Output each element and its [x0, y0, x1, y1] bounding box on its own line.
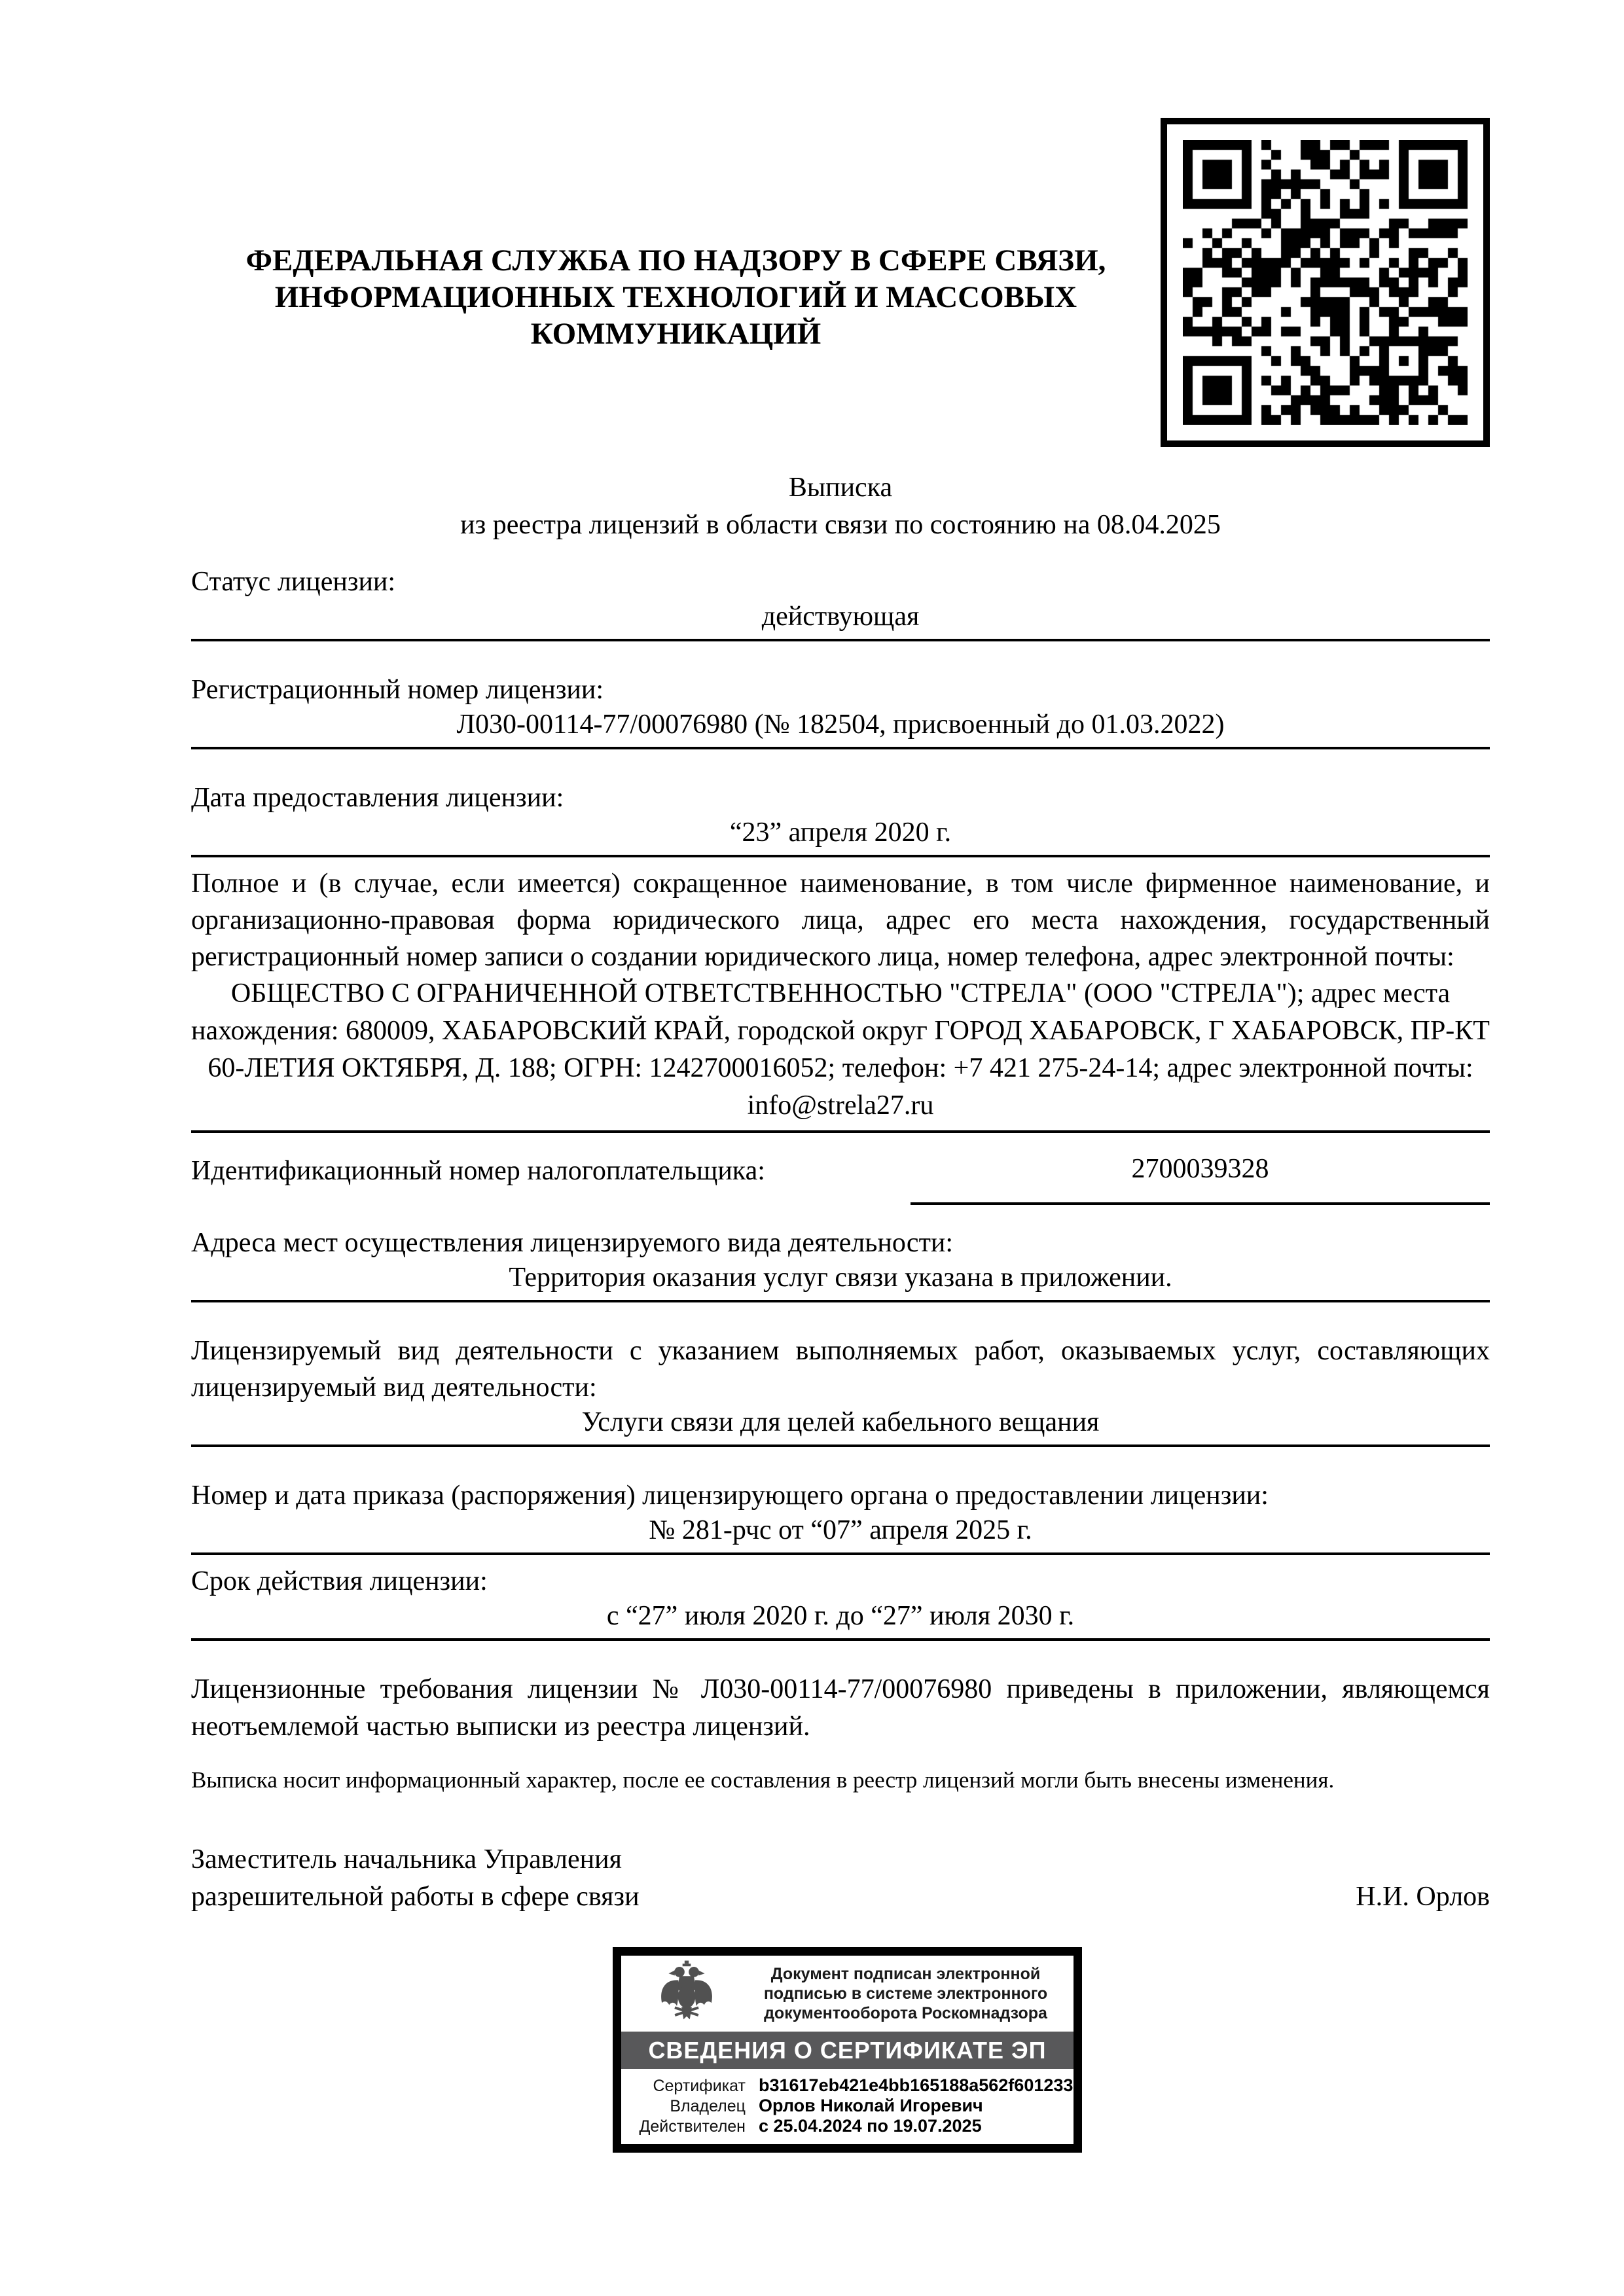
field-value: Услуги связи для целей кабельного вещания — [191, 1406, 1490, 1447]
signer-position: Заместитель начальника Управления разрешительной работы в сфере связи — [191, 1844, 640, 1912]
stamp-row-owner — [621, 2096, 1064, 2116]
field-label: Дата предоставления лицензии: — [191, 783, 564, 813]
field-value: “23” апреля 2020 г. — [191, 816, 1490, 857]
field-value: Л030-00114-77/00076980 (№ 182504, присвоенный до 01.03.2022) — [191, 708, 1490, 749]
field-label: Полное и (в случае, если имеется) сокращенное наименование, в том числе фирменное наименование, и организационно-правовая форма юридического лица, адрес его места нахождения, государственный регистрационный номер записи о создании юридического лица, номер телефона, адрес электронной почты: — [191, 869, 1490, 972]
field-value: действующая — [191, 600, 1490, 641]
signature-block — [191, 1841, 1490, 1916]
agency-title-line: ФЕДЕРАЛЬНАЯ СЛУЖБА ПО НАДЗОРУ В СФЕРЕ СВЯЗИ, — [245, 243, 1106, 278]
stamp-row-label: Владелец — [670, 2097, 746, 2115]
field-license-status — [191, 564, 1490, 641]
agency-title-line: ИНФОРМАЦИОННЫХ ТЕХНОЛОГИЙ И МАССОВЫХ — [274, 280, 1077, 314]
esignature-stamp — [613, 1947, 1082, 2153]
stamp-row-certificate — [621, 2075, 1074, 2096]
field-label: Адреса мест осуществления лицензируемого вида деятельности: — [191, 1228, 954, 1258]
stamp-row-value: b31617eb421e4bb165188a562f601233 — [759, 2075, 1074, 2095]
agency-title-line: КОММУНИКАЦИЙ — [530, 317, 821, 351]
stamp-rows — [621, 2069, 1074, 2144]
qr-code-icon — [1183, 140, 1468, 425]
field-value: с “27” июля 2020 г. до “27” июля 2030 г. — [191, 1600, 1490, 1641]
field-taxpayer-id — [191, 1153, 1490, 1205]
signer-name: Н.И. Орлов — [1356, 1882, 1490, 1912]
field-label: Лицензируемый вид деятельности с указанием выполняемых работ, оказываемых услуг, составляющих лицензируемый вид деятельности: — [191, 1336, 1490, 1403]
field-value: 2700039328 — [911, 1153, 1490, 1205]
note-disclaimer: Выписка носит информационный характер, после ее составления в реестр лицензий могли быть внесены изменения. — [191, 1767, 1335, 1793]
header — [191, 118, 1490, 447]
stamp-band-title: СВЕДЕНИЯ О СЕРТИФИКАТЕ ЭП — [621, 2032, 1074, 2069]
field-order-number-date — [191, 1477, 1490, 1555]
stamp-top — [621, 1956, 1074, 2032]
field-activity-addresses — [191, 1225, 1490, 1302]
field-registration-number — [191, 672, 1490, 749]
field-grant-date — [191, 780, 1490, 857]
field-label: Идентификационный номер налогоплательщика: — [191, 1156, 765, 1186]
field-value: Территория оказания услуг связи указана в приложении. — [191, 1261, 1490, 1302]
agency-title — [191, 118, 1161, 352]
field-value: ОБЩЕСТВО С ОГРАНИЧЕННОЙ ОТВЕТСТВЕННОСТЬЮ "СТРЕЛА" (ООО "СТРЕЛА"); адрес места нахождения: 680009, ХАБАРОВСКИЙ КРАЙ, городской округ ГОРОД ХАБАРОВСК, Г ХАБАРОВСК, ПР-КТ 60-ЛЕТИЯ ОКТЯБРЯ, Д. 188; ОГРН: 1242700016052; телефон: +7 421 275-24-14; адрес электронной почты: info@strela27.ru — [191, 975, 1490, 1133]
field-label: Номер и дата приказа (распоряжения) лицензирующего органа о предоставлении лицензии: — [191, 1480, 1269, 1511]
field-label: Срок действия лицензии: — [191, 1566, 488, 1596]
stamp-row-label: Сертификат — [653, 2077, 746, 2095]
note-license-requirements: Лицензионные требования лицензии № Л030-00114-77/00076980 приведены в приложении, являющемся неотъемлемой частью выписки из реестра лицензий. — [191, 1674, 1490, 1742]
field-licensed-activity — [191, 1333, 1490, 1447]
field-licensee-info — [191, 865, 1490, 1133]
stamp-row-value: с 25.04.2024 по 19.07.2025 — [759, 2116, 982, 2136]
stamp-row-value: Орлов Николай Игоревич — [759, 2096, 983, 2115]
field-label: Регистрационный номер лицензии: — [191, 675, 604, 705]
stamp-row-valid — [621, 2116, 1064, 2136]
field-value: № 281-рчс от “07” апреля 2025 г. — [191, 1514, 1490, 1555]
doc-subtitle: из реестра лицензий в области связи по состоянию на 08.04.2025 — [460, 510, 1221, 540]
stamp-signed-text: Документ подписан электронной подписью в системе электронного документооборота Роскомнадзора — [763, 1965, 1048, 2022]
stamp-row-label: Действителен — [639, 2117, 746, 2136]
doc-title: Выписка — [788, 473, 893, 503]
doc-heading — [191, 469, 1490, 544]
qr-code-frame — [1161, 118, 1490, 447]
field-validity-period — [191, 1563, 1490, 1641]
field-label: Статус лицензии: — [191, 567, 396, 597]
roskomnadzor-eagle-icon — [621, 1960, 752, 2028]
